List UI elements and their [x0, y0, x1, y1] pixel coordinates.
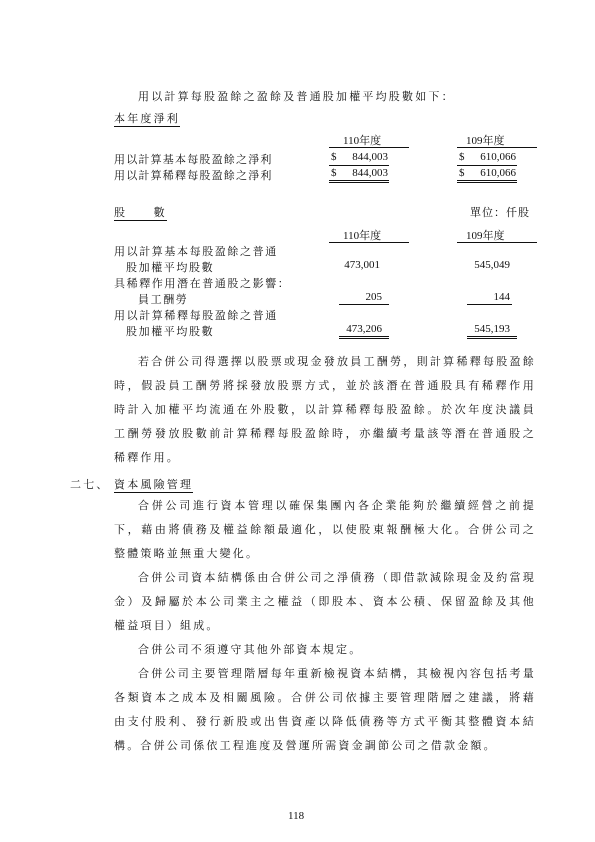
- capital-mgmt-paragraph-2: 合併公司資本結構係由合併公司之淨債務（即借款減除現金及約當現金）及歸屬於本公司業主之權益（即股本、資本公積、保留盈餘及其他權益項目）組成。: [114, 571, 536, 632]
- diluted-shares-110: 473,206: [346, 323, 382, 335]
- col-110-rule: [329, 147, 409, 148]
- shares-heading: 股 數: [114, 206, 167, 219]
- diluted-shares-label-line1: 用以計算稀釋每股盈餘之普通: [114, 309, 278, 322]
- shares-unit: 單位：仟股: [470, 206, 530, 219]
- row1-110-rule: [329, 165, 389, 166]
- shares-col-110-rule: [329, 242, 409, 243]
- capital-mgmt-paragraph-4: 合併公司主要管理階層每年重新檢視資本結構，其檢視內容包括考量各類資本之成本及相關風險。合併公司依據主要管理階層之建議，將藉由支付股利、發行新股或出售資產以降低債務等方式平衡其整體資本結構。合併公司係依工程進度及營運所需資金調節公司之借款金額。: [114, 667, 536, 752]
- employee-comp-109-rule: [467, 304, 512, 305]
- basic-eps-110-currency: $: [331, 151, 337, 163]
- net-income-col-109: 109年度: [466, 135, 505, 147]
- basic-eps-net-income-110: 844,003: [352, 151, 388, 163]
- row1-109-rule: [457, 165, 517, 166]
- section-27-title: 資本風險管理: [114, 478, 194, 491]
- shares-col-109-rule: [457, 242, 537, 243]
- net-income-col-110: 110年度: [343, 135, 382, 147]
- intro-text: 用以計算每股盈餘之盈餘及普通股加權平均股數如下：: [138, 90, 455, 103]
- diluted-shares-109-double-rule: [467, 336, 517, 339]
- col-109-rule: [457, 147, 537, 148]
- capital-mgmt-paragraph-1: 合併公司進行資本管理以確保集團內各企業能夠於繼續經營之前提下，藉由將債務及權益餘額最適化，以使股東報酬極大化。合併公司之整體策略並無重大變化。: [114, 499, 536, 560]
- employee-comp-label: 員工酬勞: [138, 293, 189, 306]
- basic-eps-net-income-109: 610,066: [480, 151, 516, 163]
- shares-col-109: 109年度: [466, 230, 505, 242]
- basic-shares-label-line2: 股加權平均股數: [126, 261, 215, 274]
- eps-note-paragraph: 若合併公司得選擇以股票或現金發放員工酬勞，則計算稀釋每股盈餘時，假設員工酬勞將採發放股票方式，並於該潛在普通股具有稀釋作用時計入加權平均流通在外股數，以計算稀釋每股盈餘。於次年度決議員工酬勞發放股數前計算稀釋每股盈餘時，亦繼續考量該等潛在普通股之稀釋作用。: [114, 355, 536, 464]
- diluted-shares-110-double-rule: [339, 336, 389, 339]
- basic-eps-net-income-label: 用以計算基本每股盈餘之淨利: [114, 153, 273, 166]
- capital-mgmt-paragraph-3: 合併公司不須遵守其他外部資本規定。: [138, 643, 363, 656]
- basic-eps-109-currency: $: [459, 151, 465, 163]
- row2-109-double-rule: [457, 180, 517, 183]
- page-number: 118: [288, 810, 305, 822]
- basic-shares-label-line1: 用以計算基本每股盈餘之普通: [114, 245, 278, 258]
- row2-110-double-rule: [329, 180, 389, 183]
- diluted-shares-109: 545,193: [474, 323, 510, 335]
- diluted-shares-label-line2: 股加權平均股數: [126, 325, 215, 338]
- dilutive-effect-label: 具稀釋作用潛在普通股之影響：: [114, 277, 291, 290]
- basic-shares-110: 473,001: [344, 259, 380, 271]
- diluted-eps-net-income-109: 610,066: [480, 167, 516, 179]
- net-income-heading: 本年度淨利: [114, 112, 180, 125]
- basic-shares-109: 545,049: [474, 259, 510, 271]
- employee-comp-110: 205: [365, 291, 382, 303]
- diluted-eps-110-currency: $: [331, 167, 337, 179]
- section-27-number: 二七、: [70, 478, 110, 491]
- shares-col-110: 110年度: [343, 230, 382, 242]
- employee-comp-109: 144: [493, 291, 510, 303]
- diluted-eps-net-income-110: 844,003: [352, 167, 388, 179]
- diluted-eps-net-income-label: 用以計算稀釋每股盈餘之淨利: [114, 169, 273, 182]
- diluted-eps-109-currency: $: [459, 167, 465, 179]
- employee-comp-110-rule: [339, 304, 389, 305]
